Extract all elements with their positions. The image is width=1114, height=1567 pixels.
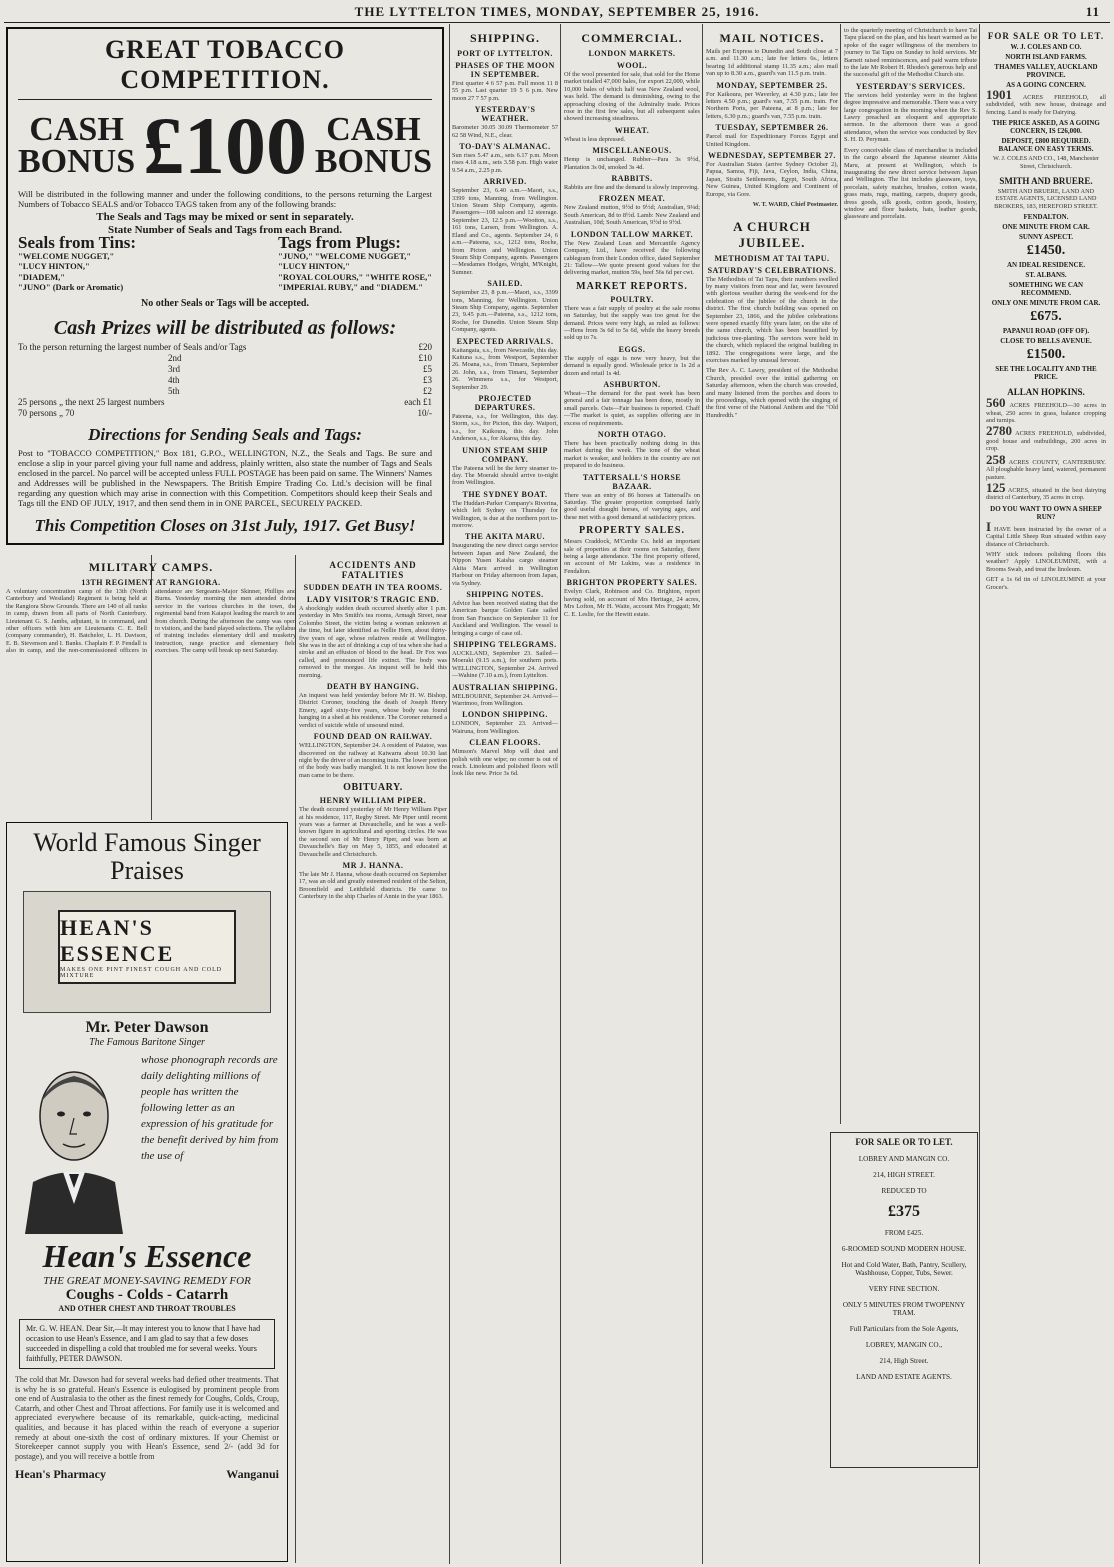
newspaper-title: THE LYTTELTON TIMES, MONDAY, SEPTEMBER 25, 1916.: [354, 4, 760, 19]
subhead: ARRIVED.: [483, 177, 527, 187]
shipping-column: [452, 27, 558, 1563]
column-rule: [560, 24, 561, 1564]
prize-amount: £2: [423, 385, 432, 396]
listing-text: ACRES FREEHOLD—30 acres in wheat, 250 acres in grass, balance cropping and turnips.: [986, 402, 1106, 425]
article-body: Rabbits are fine and the demand is slowly improving.: [564, 184, 699, 192]
subhead: MONDAY, SEPTEMBER 25.: [716, 80, 828, 90]
article-body: An inquest was held yesterday before Mr H. W. Bishop, District Coroner, touching the death of Joseph Henry Emery, aged sixty-five years, whose body was found hanging in a shed at his residence. The Coroner returned a verdict of suicide while of unsound mind.: [299, 692, 447, 729]
subhead: TUESDAY, SEPTEMBER 26.: [715, 123, 829, 133]
article-body: to the quarterly meeting of Christchurch to have Tai Tapu placed on the plan, and his heart warmed as he spoke of the eager willingness of the members to journey to Tai Tapu on Sunday to hold services. Mr Barnett raised reminiscences, and paid warm tribute to the late Mr Robert H. Rhodes's generous help and the successful gift of the Methodist Church site.: [844, 27, 977, 79]
article-title: MILITARY CAMPS.: [88, 560, 214, 574]
subhead: SHIPPING TELEGRAMS.: [453, 639, 557, 649]
article-body: Of the wool presented for sale, that sold for the Home market totalled 47,000 bales, for export 22,000, while 10,000 bales of which half was New Zealand wool, was held. The demand is diminishing, owing to the approaching closing of the Admiralty trade. Prices rose in the first few sales, but all subsequent sales showed increasing steadiness.: [564, 71, 700, 123]
subhead: WHEAT.: [614, 125, 650, 135]
prize-amount: 10/-: [417, 407, 432, 418]
article-body: LONDON, September 23. Arrived—Wairuna, from Wellington.: [452, 720, 558, 735]
portrait-drawing: [15, 1054, 133, 1234]
listing-text: ACRES, situated in the best dairying district of Canterbury, 35 acres in crop.: [986, 486, 1106, 502]
bonus-word: BONUS: [314, 143, 432, 180]
property-extras: Hot and Cold Water, Bath, Pantry, Scullery, Washhouse, Copper, Tubs, Sewer.: [841, 1261, 967, 1277]
subhead: RABBITS.: [611, 174, 653, 184]
property-description: 6-ROOMED SOUND MODERN HOUSE.: [841, 1245, 967, 1253]
section-note: VERY FINE SECTION.: [868, 1285, 940, 1293]
remedies-line: Coughs - Colds - Catarrh: [65, 1287, 229, 1303]
article-body: The Huddart-Parker Company's Riverina, which left Sydney on Thursday for Wellington, is due at the northern port to-morrow.: [452, 499, 558, 530]
article-body: Parcel mail for Expeditionary Forces Egypt and United Kingdom.: [706, 133, 838, 148]
reduced-label: REDUCED TO: [881, 1187, 927, 1195]
cash-bonus-left: [18, 111, 136, 180]
property-sale-ad: [830, 1132, 978, 1468]
ad-headline: GREAT TOBACCO COMPETITION.: [18, 35, 432, 100]
article-body: Messrs Craddock, M'Cerdie Co. held an important sale of properties at their rooms on Saturday, there being a large attendance. The first property offered, on account of Mr Lukins, was a residence in Fendalton.: [564, 538, 700, 575]
listing-terms: DEPOSIT, £800 REQUIRED. BALANCE ON EASY TERMS.: [998, 137, 1094, 154]
article-body: The late Mr J. Hanna, whose death occurred on September 17, was an old and greatly esteemed resident of the Selton, Broomfield and Leithfield districts. He came to Canterbury in the ship Charles of Annie in the year 1863.: [299, 870, 447, 901]
listing-heading: ONE MINUTE FROM CAR.: [1002, 223, 1090, 232]
subhead: METHODISM AT TAI TAPU.: [714, 253, 830, 263]
cash-bonus-right: [314, 111, 432, 180]
jubilee-continued-column: [844, 27, 977, 1127]
listing-price: THE PRICE ASKED, AS A GOING CONCERN, IS £26,000.: [992, 119, 1100, 136]
article-body: For Kaikoura, per Waverley, at 4.30 p.m.; late fee letters 4.50 p.m.; guard's van, 7.55 p.m. train. For Northern Ports, per Pateena, at 8 p.m.; late fee letters, 6.30 p.m.; guard's van, 7.55 p.m. train.: [706, 90, 838, 120]
subhead: CLEAN FLOORS.: [469, 738, 541, 748]
seal-brand: "LUCY HINTON,": [18, 261, 90, 271]
listing-heading: ST. ALBANS.: [1025, 271, 1067, 280]
tag-brand: "LUCY HINTON,": [278, 261, 350, 271]
column-rule: [702, 24, 703, 1564]
person-name: Mr. Peter Dawson: [85, 1019, 209, 1036]
page-number: 11: [1085, 4, 1100, 19]
ad-headline-2: Praises: [110, 856, 184, 885]
article-body: The Rev A. C. Lawry, president of the Methodist Church, presided over the initial gathering on Saturday afternoon, when the church was crowded, and many listened from the porches and doors to the proceedings, which opened with the singing of the first verse of the National Anthem and the "Old Hundredth.": [706, 367, 838, 419]
column-rule: [979, 24, 980, 1564]
article-body: Evelyn Clark, Robinson and Co. Brighton, report having sold, on account of Mrs Heritage, 24 acres, Mrs Lofton, Mr H. Waite, account Mrs Froggatt; Mr C. E. Leslie, for the Hewitt estate.: [564, 588, 700, 618]
postmaster-signature: W. T. WARD, Chief Postmaster.: [752, 201, 838, 209]
article-body: The services held yesterday were in the highest degree impressive and memorable. There was a very large congregation in the morning when the Rev S. Lawry preached an eloquent and appropriate sermon. In the afternoon there was a good attendance, when the service was conducted by Rev S. H. D. Peryman.: [844, 91, 977, 144]
mail-notices-column: [706, 27, 838, 1563]
seal-brand: "DIADEM,": [18, 271, 65, 282]
subhead: POULTRY.: [610, 294, 654, 304]
headline: LADY VISITOR'S TRAGIC END.: [306, 595, 440, 604]
projected-list: Pateena, s.s., for Wellington, this day. Storm, s.s., for Picton, this day. Waipori, s.s., for Kaikoura, this day. John Anderson, s.s., for Akaroa, this day.: [452, 413, 558, 443]
accidents-column: [299, 556, 447, 1563]
prize-amount: £10: [418, 352, 432, 363]
classifieds-column: [982, 27, 1110, 1563]
listing-text: ACRES COUNTY, CANTERBURY. All ploughable heavy land, watered, permanent pasture.: [986, 458, 1106, 481]
directions-title: Directions for Sending Seals and Tags:: [88, 424, 362, 444]
subhead: LONDON TALLOW MARKET.: [570, 229, 694, 239]
prize-label: 25 persons „ the next 25 largest numbers: [18, 396, 165, 407]
headline: FOUND DEAD ON RAILWAY.: [313, 732, 433, 742]
subhead: AUSTRALIAN SHIPPING.: [452, 682, 558, 692]
seals-list: [18, 233, 137, 293]
article-body: WELLINGTON, September 24. A resident of Paiatoe, was discovered on the railway at Kaiwarra about 10.30 last night by the driver of an incoming train. The lower portion of the body was badly mangled. It is not known how the man came to be there.: [299, 742, 447, 779]
article-body: A voluntary concentration camp of the 13th (North Canterbury and Westland) Regiment is being held at the Rangiora Show Grounds. There are 140 of all ranks in camp, drawn from all parts of North Canterbury. Lieutenant G. S. Jambs, adjutant, is in command, and other officers with him are Lieutenants C. E. Bell (company commander), H. Batchelor, L. H. Davison, E. B. Stevenson and I. Banks. Chaplain F. P. Fendall is also in camp, and the non-commissioned officers in attendance are Sergeants-Major Skinner, Phillips and Burns. Yesterday morning the men attended divine service in the various churches in the town, the regimental band from Kaiapoi leading the march to and from church. During the afternoon the camp was open to visitors, and the band played selections. The syllabus of training includes elementary drill and musketry instruction, range practice and elementary field exercises. The camp will break up next Saturday.: [6, 588, 296, 655]
listing-text: HAVE been instructed by the owner of a Capital Little Sheep Run situated within easy distance of Christchurch.: [986, 525, 1107, 548]
listing-heading: SOMETHING WE CAN RECOMMEND.: [1008, 281, 1084, 298]
listing-heading: NORTH ISLAND FARMS.: [1005, 53, 1087, 61]
bottle-label: [58, 910, 236, 984]
masthead-rule: [4, 22, 1110, 23]
agent-tagline: LAND AND ESTATE AGENTS.: [856, 1373, 952, 1381]
listing-heading: THAMES VALLEY, AUCKLAND PROVINCE.: [994, 63, 1098, 79]
contact-line: Full Particulars from the Sole Agents,: [849, 1325, 959, 1333]
original-price: FROM £425.: [884, 1229, 924, 1237]
tags-list: [278, 233, 432, 293]
state-note: State Number of Seals and Tags from each Brand.: [108, 224, 342, 236]
brand-lists: [18, 233, 432, 293]
article-body: New Zealand mutton, 9½d to 9½d; Australian, 9¼d; South American, 8d to 8½d. Lamb: New Zealand and Australian, 10d; South American, 9½d to 9½d.: [564, 204, 700, 227]
subhead: PORT OF LYTTELTON.: [457, 49, 553, 58]
subhead: LONDON SHIPPING.: [462, 710, 548, 720]
brand-name: Hean's Essence: [42, 1238, 252, 1274]
tag-brand: "IMPERIAL RUBY," and "DIADEM.": [278, 282, 424, 292]
article-body: MELBOURNE, September 24. Arrived—Warrimoo, from Wellington.: [452, 692, 558, 707]
prize-row: [18, 375, 432, 386]
subhead: FROZEN MEAT.: [598, 194, 666, 204]
subhead: YESTERDAY'S WEATHER.: [474, 105, 536, 124]
listing-heading: DO YOU WANT TO OWN A SHEEP RUN?: [990, 504, 1102, 521]
agent-name-2: LOBREY, MANGIN CO.,: [865, 1341, 943, 1349]
article-title: A CHURCH JUBILEE.: [733, 218, 811, 250]
prize-amount: £100: [143, 100, 307, 191]
directions-text: Post to "TOBACCO COMPETITION," Box 181, G.P.O., WELLINGTON, N.Z., the Seals and Tags. Be sure and enclose a slip in your parcel giving your full name and address, plainly written, also state the number of Tags and Seals enclosed in the parcel. No parcel will be accepted unless FULL POSTAGE has been paid on same. The Winners' Names and Addresses will be published in the Newspapers. The British Empire Trading Co. Ltd.'s decision will be final regarding any question which may arise in connection with this Competition. Competitors should keep their Seals and Tags till the END OF JULY, 1917, and then send them in in ONE PARCEL, SECURELY PACKED.: [18, 447, 432, 508]
subhead: THE SYDNEY BOAT.: [462, 489, 548, 499]
headline: MR J. HANNA.: [342, 860, 404, 870]
agent-name: ALLAN HOPKINS.: [1007, 387, 1085, 398]
tag-brand: "JUNO," "WELCOME NUGGET,": [278, 250, 412, 261]
listing-heading: CLOSE TO BELLS AVENUE.: [1000, 337, 1092, 346]
headline: HENRY WILLIAM PIPER.: [319, 796, 427, 806]
listing-text: ACRES FREEHOLD, subdivided, good house and outbuildings, 200 acres in crop.: [986, 430, 1106, 453]
prize-row: [18, 364, 432, 375]
column-rule: [449, 24, 450, 1564]
article-body: For Australian States (arrive Sydney October 2), Papua, Samoa, Fiji, Java, Ceylon, India, China, Japan, Straits Settlements, Egypt, South Africa, New Guinea, United Kingdom and Continent of Europe, via Gore.: [706, 161, 838, 198]
listing-dropcap: I: [986, 518, 992, 534]
closing-line: This Competition Closes on 31st July, 1917. Get Busy!: [34, 515, 416, 535]
column-title: SHIPPING.: [469, 31, 540, 45]
prize-label: 4th: [168, 374, 180, 385]
prize-row: [18, 342, 432, 353]
subhead: ASHBURTON.: [603, 379, 661, 389]
article-body: Mimson's Marvel Mop will dust and polish with one wipe; no corner is out of reach. Linoleum and polished floors will look like new. Price 3s 6d.: [452, 748, 558, 778]
article-body: There was a fair supply of poultry at the sale rooms on Saturday, but the supply was too great for the demand. Prices were very high, as ruled as follows:—Hens from 3s 6d to 5s 6d, while the heavy breeds sold up to 7s.: [564, 304, 700, 342]
prize-label: 5th: [168, 385, 180, 396]
article-body: The supply of eggs is now very heavy, but the demand is equally good. Wholesale price is 1s 2d a dozen and retail 1s 4d.: [564, 354, 700, 377]
subhead: WOOL.: [616, 61, 648, 70]
ad-title: FOR SALE OR TO LET.: [855, 1137, 953, 1147]
location-note: ONLY 5 MINUTES FROM TWOPENNY TRAM.: [842, 1301, 966, 1317]
article-body: The New Zealand Loan and Mercantile Agency Company, Ltd., have received the following cablegram from their London office, dated September 21: Tallow—We quote present good values for the delivering market, mutton 59s, beef 56s 6d per cwt.: [564, 239, 700, 277]
subhead: PHASES OF THE MOON IN SEPTEMBER.: [455, 61, 555, 79]
article-body: Advice has been received stating that the American barque Golden Gate sailed from San Francisco on September 11 for Auckland and Wellington. The vessel is bringing a cargo of case oil.: [452, 599, 558, 637]
prize-label: 70 persons „ 70: [18, 407, 75, 418]
testimonial-intro: whose phonograph records are daily delighting millions of people has written the following letter as an expression of his gratitude for the benefit derived by him from the use of: [141, 1054, 279, 1162]
cash-word: CASH: [29, 111, 124, 148]
section-title: PROPERTY SALES.: [579, 525, 685, 537]
listing-acreage: 2780: [986, 423, 1012, 439]
subhead: SATURDAY'S CELEBRATIONS.: [707, 265, 837, 275]
almanac: Sun rises 5.47 a.m., sets 6.17 p.m. Moon rises 4.18 a.m., sets 3.58 p.m. High water 9.54 a.m., 2.25 p.m.: [452, 152, 558, 174]
tobacco-competition-ad: [6, 27, 444, 545]
listing-heading: AN IDEAL RESIDENCE.: [1007, 261, 1085, 270]
subhead: PROJECTED DEPARTURES.: [474, 394, 536, 412]
prize-table: [18, 342, 432, 419]
bottle-tagline: MAKES ONE PINT FINEST COUGH AND COLD MIXTURE: [60, 967, 223, 979]
seals-title: Seals from Tins:: [18, 233, 137, 252]
prize-label: 2nd: [168, 352, 182, 363]
weather: Barometer 30.05 30.09 Thermometer 57 62 58 Wind, N.E., clear.: [452, 124, 558, 139]
article-body: A shockingly sudden death occurred shortly after 1 p.m. yesterday in Mrs Smith's tea rooms, Armagh Street, near Colombo Street, the victim being a woman unknown at the time, but later identified as Nellie Horn, about thirty-five years of age, whose relatives reside at Wellington. She was in the act of drinking a cup of tea when she had a stroke and an effusion of blood to the head. Dr Fox was called, and pronounced life extinct. The body was removed to the morgue. An inquest will be held this morning.: [299, 605, 447, 679]
listing-text: ACRES FREEHOLD, all subdivided, with new house, drainage and fencing. Land is ready for Dairying.: [986, 94, 1106, 116]
listing-heading: AS A GOING CONCERN.: [1006, 81, 1086, 89]
prize-row: [18, 353, 432, 364]
pharmacy-name: Hean's Pharmacy: [15, 1467, 106, 1482]
headline: DEATH BY HANGING.: [326, 682, 420, 692]
listing-acreage: 560: [986, 395, 1006, 411]
section-title: MARKET REPORTS.: [576, 280, 688, 292]
column-title: ACCIDENTS AND FATALITIES: [329, 560, 417, 580]
article-body: Every conceivable class of merchandise is included in the cargo aboard the Japanese steamer Akita Maru, at present at Wellington, which is inaugurating the new direct service between Japan and Wellington. The list includes glassware, toys, porcelain, safety matches, brushes, cotton waste, grass mats, rugs, matting, carpets, drapery goods, dress goods, silk goods, cotton goods, hosiery, window and floor baskets, hats, leather goods, glassware and porcelain.: [844, 146, 977, 221]
moon-phases: First quarter 4 6 57 p.m. Full moon 11 8 55 p.m. Last quarter 19 5 6 p.m. New moon 27 7 57 p.m.: [452, 80, 558, 102]
article-body: There was an entry of 86 horses at Tattersall's on Saturday. The greater proportion comprised fairly good useful draught horses, of varying ages, and these met with a good demand at satisfactory prices.: [564, 491, 700, 521]
prize-label: 3rd: [168, 363, 180, 374]
testimonial-letter: Mr. G. W. HEAN. Dear Sir,—It may interest you to know that I have had occasion to use Hean's Essence, and I am glad to say that a few doses succeeded in dispelling a cold that troubled me for several weeks. Yours faithfully, PETER DAWSON.: [19, 1319, 275, 1369]
listing-heading: PAPANUI ROAD (OFF OF).: [1002, 327, 1090, 336]
seal-brand: "JUNO" (Dark or Aromatic): [18, 282, 124, 292]
listing-price: £1500.: [1026, 347, 1066, 363]
article-body: The Pateena will be the ferry steamer to-day. The Moeraki should arrive to-night from Wellington.: [452, 464, 558, 487]
column-rule: [840, 24, 841, 1124]
cash-word: CASH: [326, 111, 421, 148]
subhead: BRIGHTON PROPERTY SALES.: [566, 578, 698, 588]
article-body: Wheat—The demand for the past week has been general and a fair tonnage has been done, mostly in small parcels. Oats—Fair business is reported. Chaff—The market is quiet, as supplies offering are in excess of requirements.: [564, 389, 700, 427]
prize-row: [18, 408, 432, 419]
article-body: Mails per Express to Dunedin and South close at 7 a.m. and 11.30 a.m.; late fee letters 6s., letters bearing 1d additional stamp 11.35 a.m.; also mail van up to 8.30 a.m., guard's van 11.5 p.m. train.: [706, 48, 838, 78]
listing-heading: FENDALTON.: [1023, 213, 1069, 222]
article-body: AUCKLAND, September 23. Sailed—Moeraki (9.15 a.m.), for southern ports. WELLINGTON, September 24. Arrived—Wahine (7.10 a.m.), from Lyttelton.: [452, 649, 558, 680]
agent-contact: W. J. COLES AND CO., 148, Manchester Street, Christchurch.: [993, 155, 1099, 170]
subhead: THE AKITA MARU.: [464, 532, 546, 542]
ad-headline: World Famous Singer: [33, 828, 261, 857]
subhead: NORTH OTAGO.: [597, 430, 667, 439]
listing-acreage: 125: [986, 479, 1006, 495]
listing-text: WHY stick indoors polishing floors this weather? Apply LINOLEUMINE, with a Brooms Swab, and treat the linoleum.: [986, 550, 1106, 573]
subhead: YESTERDAY'S SERVICES.: [855, 81, 966, 91]
agent-contact: SMITH AND BRUERE, LAND AND ESTATE AGENTS, LICENSED LAND BROKERS, 183, HEREFORD STREET.: [994, 188, 1098, 210]
tag-brand: "ROYAL COLOURS," "WHITE ROSE,": [278, 271, 432, 282]
person-subtitle: The Famous Baritone Singer: [89, 1037, 205, 1048]
subhead: SHIPPING NOTES.: [466, 589, 544, 599]
article-body: Wheat is less depressed.: [564, 135, 626, 143]
bonus-word: BONUS: [18, 143, 136, 180]
column-title: MAIL NOTICES.: [719, 31, 825, 45]
sale-price: £375: [888, 1203, 920, 1220]
listing-price: £1450.: [1026, 243, 1066, 259]
listing-acreage: 258: [986, 451, 1006, 467]
brand-tagline: THE GREAT MONEY-SAVING REMEDY FOR: [43, 1275, 251, 1287]
prize-amount: £3: [423, 374, 432, 385]
listing-heading: ONLY ONE MINUTE FROM CAR.: [991, 299, 1101, 308]
expected-list: Kaitangata, s.s., from Newcastle, this day. Kaituna s.s., from Westport, September 26. Moana, s.s., from Timaru, September 26. John, s.s., from Timaru, September 26. Wimmera s.s., for Westport, September 29.: [452, 346, 558, 391]
subhead: EGGS.: [618, 344, 646, 354]
prize-amount: £20: [418, 341, 432, 352]
masthead: [0, 0, 1114, 24]
pharmacy-signature: [15, 1467, 279, 1482]
subhead: TO-DAY'S ALMANAC.: [459, 142, 551, 152]
prize-amount: each £1: [404, 396, 432, 407]
no-other-note: No other Seals or Tags will be accepted.: [141, 297, 309, 309]
article-body: The Methodists of Tai Tapu, their numbers swelled by many visitors from near and far, were favoured with glorious weather during the week-end for the celebration of the jubilee of the church in the district. The first church building was opened on September 23, 1866, and the jubilee celebrations were opened exactly fifty years later, on the site of the same church, which has been beautified by judicious tree-planting. The services were held in the church, which replaced the original building in 1892. The congregations were large, and the exercises marked by unusual fervour.: [706, 275, 838, 364]
subhead: SAILED.: [487, 279, 523, 289]
subhead: EXPECTED ARRIVALS.: [456, 336, 554, 346]
article-subtitle: 13TH REGIMENT AT RANGIORA.: [81, 578, 221, 587]
remedies-subline: AND OTHER CHEST AND THROAT TROUBLES: [58, 1304, 236, 1313]
prize-amount: £5: [423, 363, 432, 374]
listing-text: GET a 1s 6d tin of LINOLEUMINE at your Grocer's.: [986, 576, 1106, 591]
portrait-illustration: [15, 1054, 133, 1234]
subhead: LONDON MARKETS.: [588, 49, 676, 58]
seal-brand: "WELCOME NUGGET,": [18, 250, 115, 261]
ad-body: The cold that Mr. Dawson had for several weeks had defied other treatments. That is why he is so grateful. Hean's Essence is eulogised by prominent people from one end of Australasia to the other as the finest remedy for Coughs, Colds, Croup, Catarrh, and other Chest and Throat affections. For family use it is welcomed and appreciated everywhere because of its remarkable, quick-acting, medicinal qualities, and because it has placed within the reach of everyone a superior remedy at about one-sixth the cost of ordinary mixtures. If your Chemist or Storekeeper cannot supply you with Hean's Essence, send 2/- (add 3d for postage), and you will receive a bottle from: [15, 1375, 279, 1461]
listing-acreage: 1901: [986, 87, 1012, 102]
agent-name: SMITH AND BRUERE.: [999, 176, 1093, 187]
agent-address-2: 214, High Street.: [879, 1357, 929, 1365]
headline: SUDDEN DEATH IN TEA ROOMS.: [303, 583, 443, 592]
subhead: MISCELLANEOUS.: [592, 146, 672, 156]
agent-name: W. J. COLES AND CO.: [1010, 43, 1082, 51]
prizes-title: Cash Prizes will be distributed as follows:: [53, 316, 397, 339]
agent-name: LOBREY AND MANGIN CO.: [858, 1155, 950, 1163]
subhead: WEDNESDAY, SEPTEMBER 27.: [708, 151, 836, 161]
military-camps-article: [6, 556, 296, 818]
agent-address: 214, HIGH STREET.: [873, 1171, 935, 1179]
commercial-column: [564, 27, 700, 1563]
listing-heading: SUNNY ASPECT.: [1018, 233, 1074, 242]
subhead: TATTERSALL'S HORSE BAZAAR.: [582, 472, 682, 491]
prize-row: [18, 397, 432, 408]
subhead: UNION STEAM SHIP COMPANY.: [462, 445, 548, 464]
ad-intro: Will be distributed in the following manner and under the following conditions, to the persons returning the Largest Numbers of Tobacco SEALS and/or Tobacco TAGS taken from any of the following brands:: [18, 189, 432, 209]
article-body: Hemp is unchanged. Rubber—Para 3s 9½d, Plantation 3s 0d, smoked 3s 4d.: [564, 156, 700, 171]
article-body-columns: [6, 588, 296, 656]
bottle-illustration: [23, 891, 271, 1013]
heans-essence-ad: [6, 822, 288, 1562]
column-title: FOR SALE OR TO LET.: [987, 31, 1105, 41]
column-title: COMMERCIAL.: [581, 31, 683, 45]
pharmacy-town: Wanganui: [226, 1467, 279, 1482]
arrived-list: September 23, 6.40 a.m.—Maori, s.s., 3399 tons, Manning, from Wellington. Union Steam Ship Company, agents. Passengers—108 saloon and 12 steerage. September 23, 12.5 p.m.—Wootton, s.s., 161 tons, Larsen, from Wellington. A. Eland and Co., agents. September 24, 6 a.m.—Pateena, s.s., 1212 tons, Roche, from Picton and Wellington. Union Steam Ship Company, agents. Passengers—Mesdames Hodges, Wright, M'Knight, Sumner.: [452, 187, 558, 276]
listing-heading: SEE THE LOCALITY AND THE PRICE.: [995, 365, 1097, 382]
tags-title: Tags from Plugs:: [278, 233, 401, 252]
article-body: Inaugurating the new direct cargo service between Japan and New Zealand, the Nippon Yusen Kaisha cargo steamer Akita Maru arrived in Wellington Harbour on Friday afternoon from Japan, via Sydney.: [452, 542, 558, 587]
prize-row: [18, 386, 432, 397]
listing-price: £675.: [1030, 309, 1062, 325]
prize-label: To the person returning the largest number of Seals and/or Tags: [18, 341, 247, 352]
cash-bonus-row: [18, 100, 432, 191]
headline: OBITUARY.: [343, 782, 403, 794]
sailed-list: September 23, 8 p.m.—Maori, s.s., 3399 tons, Manning, for Wellington. Union Steam Ship Company, agents. September 23, 9.45 p.m.—Pateena, s.s., 1212 tons, Roche, for Dunedin. Union Steam Ship Company, agents.: [452, 289, 558, 334]
article-body: There has been practically nothing doing in this market during the week. The tone of the wheat market is weaker, and holders in the country are not prepared to do business.: [564, 440, 700, 470]
mix-note: The Seals and Tags may be mixed or sent in separately.: [96, 211, 354, 223]
bottle-brand: HEAN'S ESSENCE: [60, 915, 175, 966]
article-body: The death occurred yesterday of Mr Henry William Piper at his residence, 117, Regby Street. Mr Piper until recent years was a farmer at Duvauchelle, and he was a well-known figure in agricultural and sporting circles. He was the second son of Mr Henry Piper, and was born at Duvauchelle's Bay on May 5, 1855, and educated at Duvauchelle and Christchurch.: [299, 806, 447, 858]
